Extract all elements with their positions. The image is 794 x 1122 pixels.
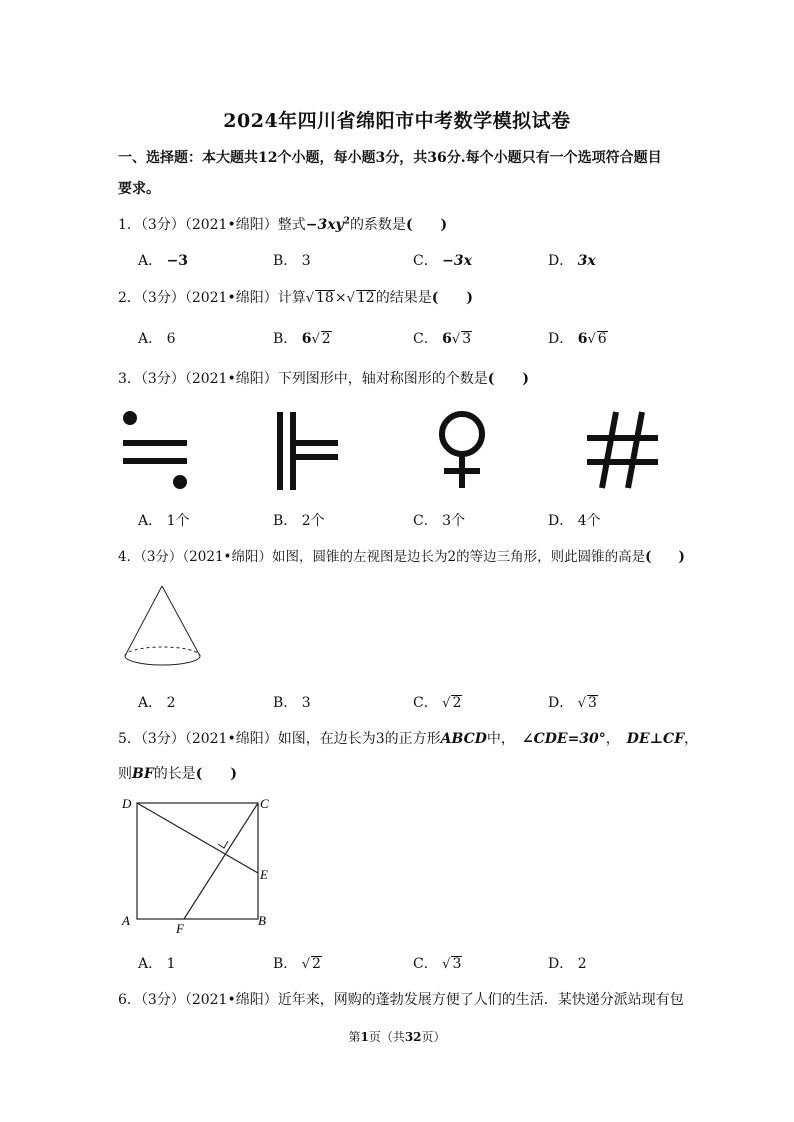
page-title: 2024年四川省绵阳市中考数学模拟试卷: [223, 110, 571, 132]
section-heading: 一、选择题：本大题共12个小题，每小题3分，共36分.每个小题只有一个选项符合题目: [118, 150, 662, 166]
venus-symbol: [432, 410, 496, 490]
q5-option-d[interactable]: D． 2: [548, 956, 587, 972]
q4-option-a[interactable]: A． 2: [138, 695, 176, 711]
q3-option-a[interactable]: A． 1个: [138, 513, 190, 529]
label-c: C: [260, 796, 269, 811]
page-footer: 第1页（共32页）: [348, 1030, 446, 1044]
q2-option-d[interactable]: D． 6√ 6: [548, 331, 607, 347]
q3-option-c[interactable]: C． 3个: [413, 513, 466, 529]
q5-option-b[interactable]: B． √ 2: [273, 956, 321, 972]
q2-option-a[interactable]: A． 6: [138, 331, 176, 347]
page-total: 32: [404, 1030, 422, 1044]
question-2: 2．（3分）（2021•绵阳）计算√ 18×√ 12的结果是( ): [118, 290, 473, 306]
q4-option-c[interactable]: C． √ 2: [413, 695, 462, 711]
double-corner-symbol: [272, 410, 342, 492]
q3-option-b[interactable]: B． 2个: [273, 513, 325, 529]
q1-num: 1．: [118, 217, 141, 233]
q5-option-a[interactable]: A． 1: [138, 956, 176, 972]
q1-sup: 2: [343, 216, 350, 227]
section-heading-cont: 要求。: [118, 181, 160, 197]
q1-text-before: 整式: [277, 217, 306, 233]
q2-radicand-2: 12: [356, 290, 375, 306]
label-b: B: [258, 913, 266, 928]
label-e: E: [260, 867, 268, 882]
label-d: D: [122, 796, 132, 811]
q1-option-b[interactable]: B． 3: [273, 253, 311, 269]
q3-option-d[interactable]: D． 4个: [548, 513, 601, 529]
label-f: F: [176, 921, 184, 936]
q2-option-b[interactable]: B． 6√ 2: [273, 331, 331, 347]
question-3: 3．（3分）（2021•绵阳）下列图形中，轴对称图形的个数是( ): [118, 371, 529, 387]
cone-figure: [120, 582, 210, 672]
q2-radicand-1: 18: [316, 290, 334, 306]
question-5: 5．（3分）（2021•绵阳）如图，在边长为3的正方形ABCD中， ∠CDE=30°， DE⊥CF，: [118, 731, 699, 747]
q2-option-c[interactable]: C． 6√ 3: [413, 331, 472, 347]
question-6: 6．（3分）（2021•绵阳）近年来，网购的蓬勃发展方便了人们的生活．某快递分派站现有包: [118, 992, 684, 1008]
square-abcd-figure: [118, 796, 278, 938]
hash-symbol: [582, 410, 662, 490]
q1-option-d[interactable]: D． 3x: [548, 253, 596, 269]
q4-option-d[interactable]: D． √ 3: [548, 695, 597, 711]
q4-option-b[interactable]: B． 3: [273, 695, 311, 711]
question-4: 4．（3分）（2021•绵阳）如图，圆锥的左视图是边长为2的等边三角形，则此圆锥的高是( ): [118, 549, 685, 565]
label-a: A: [122, 913, 130, 928]
q1-text-after: 的系数是: [349, 217, 406, 233]
q1-expr: −3xy: [305, 217, 344, 233]
q1-option-a[interactable]: A． −3: [138, 253, 189, 269]
q1-option-c[interactable]: C． −3x: [413, 253, 472, 269]
question-5-line2: 则BF的长是( ): [118, 766, 238, 782]
page-number: 1: [360, 1030, 369, 1044]
q5-option-c[interactable]: C． √ 3: [413, 956, 462, 972]
question-1: [118, 214, 447, 234]
q1-meta: （3分）（2021•绵阳）: [140, 217, 278, 233]
q1-paren: ( ): [405, 217, 448, 233]
approx-equal-dots-symbol: [118, 408, 198, 494]
